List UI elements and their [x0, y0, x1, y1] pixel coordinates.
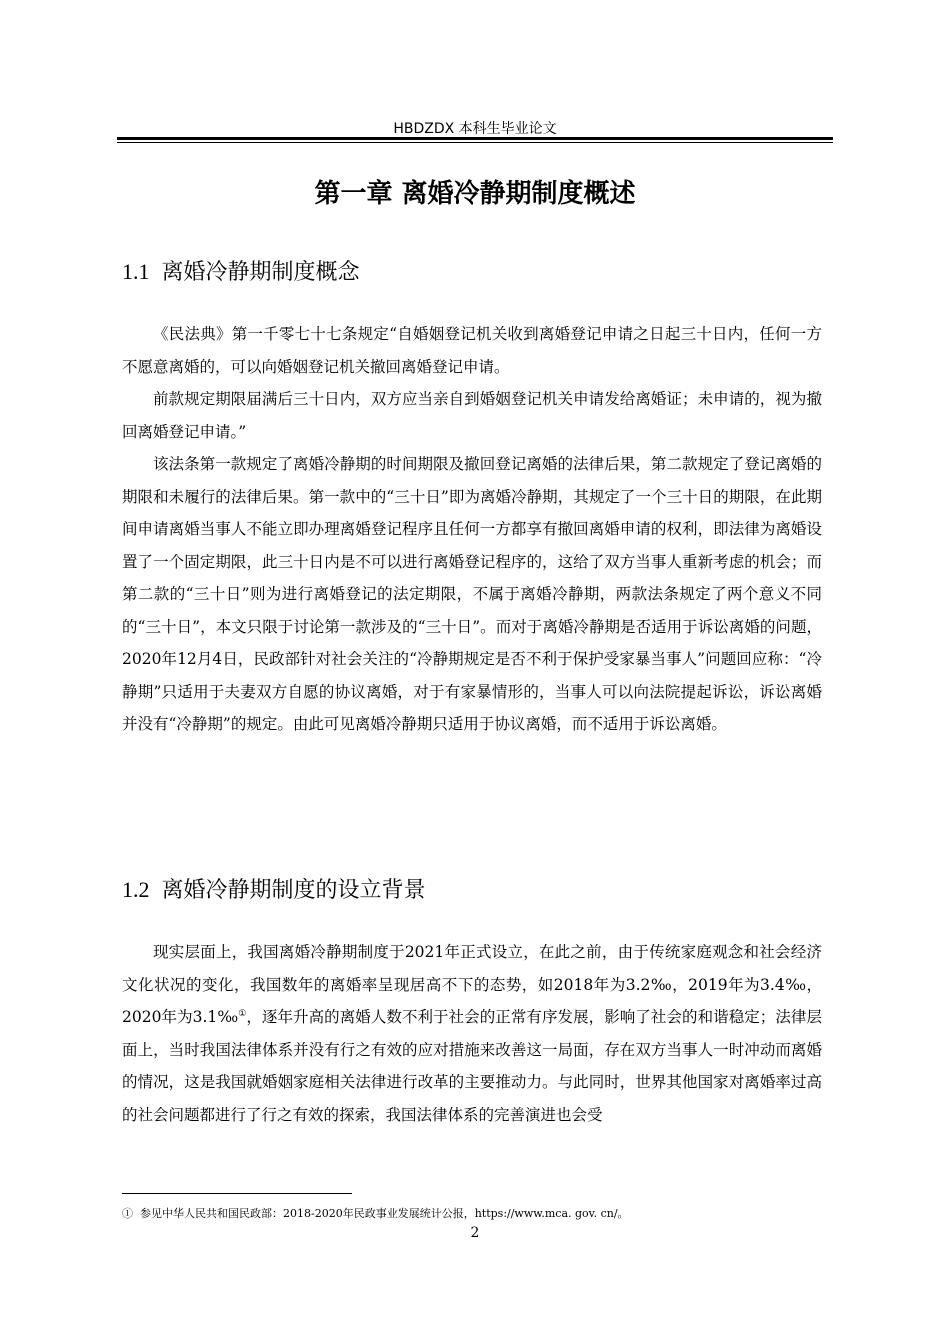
section-number: 1.2 [122, 877, 150, 902]
section-title: 离婚冷静期制度概念 [161, 260, 360, 285]
footnote-text: 参见中华人民共和国民政部：2018-2020年民政事业发展统计公报，https://www.mca. gov. cn/。 [140, 1207, 629, 1220]
section-heading-1-1 [122, 255, 360, 286]
chapter-title: 第一章 离婚冷静期制度概述 [314, 179, 636, 209]
section-heading-1-2 [122, 873, 426, 904]
page-number: 2 [470, 1225, 480, 1241]
paragraph-background-part2: ，逐年升高的离婚人数不利于社会的正常有序发展，影响了社会的和谐稳定；法律层面上，当时我国法律体系并没有行之有效的应对措施来改善这一局面，存在双方当事人一时冲动而离婚的情况，这是我国就婚姻家庭相关法律进行改革的主要推动力。与此同时，世界其他国家对离婚率过高的社会问题都进行了行之有效的探索，我国法律体系的完善演进也会受 [122, 1008, 822, 1124]
section-title: 离婚冷静期制度的设立背景 [161, 878, 426, 903]
running-header: HBDZDX 本科生毕业论文 [393, 121, 557, 137]
footnote [122, 1205, 629, 1221]
footnote-reference[interactable]: ① [238, 1008, 247, 1019]
paragraph-civil-code-quote: 《民法典》第一千零七十七条规定“自婚姻登记机关收到离婚登记申请之日起三十日内，任何一方不愿意离婚的，可以向婚姻登记机关撤回离婚登记申请。 [122, 325, 822, 376]
header-rule-thin [117, 142, 833, 143]
footnote-separator [122, 1193, 352, 1194]
paragraph-civil-code-quote-cont: 前款规定期限届满后三十日内，双方应当亲自到婚姻登记机关申请发给离婚证；未申请的，视为撤回离婚登记申请。” [122, 390, 822, 441]
paragraph-background-part1: 现实层面上，我国离婚冷静期制度于2021年正式设立，在此之前，由于传统家庭观念和社会经济文化状况的变化，我国数年的离婚率呈现居高不下的态势，如2018年为3.2‰，2019年为3.4‰，2020年为3.1‰ [122, 943, 822, 1026]
section-number: 1.1 [122, 259, 150, 284]
paragraph-background [122, 936, 822, 1131]
footnote-mark: ① [122, 1207, 133, 1220]
paragraph-article-analysis: 该法条第一款规定了离婚冷静期的时间期限及撤回登记离婚的法律后果，第二款规定了登记离婚的期限和未履行的法律后果。第一款中的“三十日”即为离婚冷静期，其规定了一个三十日的期限，在此期间申请离婚当事人不能立即办理离婚登记程序且任何一方都享有撤回离婚申请的权利，即法律为离婚设置了一个固定期限，此三十日内是不可以进行离婚登记程序的，这给了双方当事人重新考虑的机会；而第二款的“三十日”则为进行离婚登记的法定期限，不属于离婚冷静期，两款法条规定了两个意义不同的“三十日”，本文只限于讨论第一款涉及的“三十日”。而对于离婚冷静期是否适用于诉讼离婚的问题，2020年12月4日，民政部针对社会关注的“冷静期规定是否不利于保护受家暴当事人”问题回应称：“冷静期”只适用于夫妻双方自愿的协议离婚，对于有家暴情形的，当事人可以向法院提起诉讼，诉讼离婚并没有“冷静期”的规定。由此可见离婚冷静期只适用于协议离婚，而不适用于诉讼离婚。 [122, 455, 822, 733]
header-rule-thick [117, 137, 833, 140]
